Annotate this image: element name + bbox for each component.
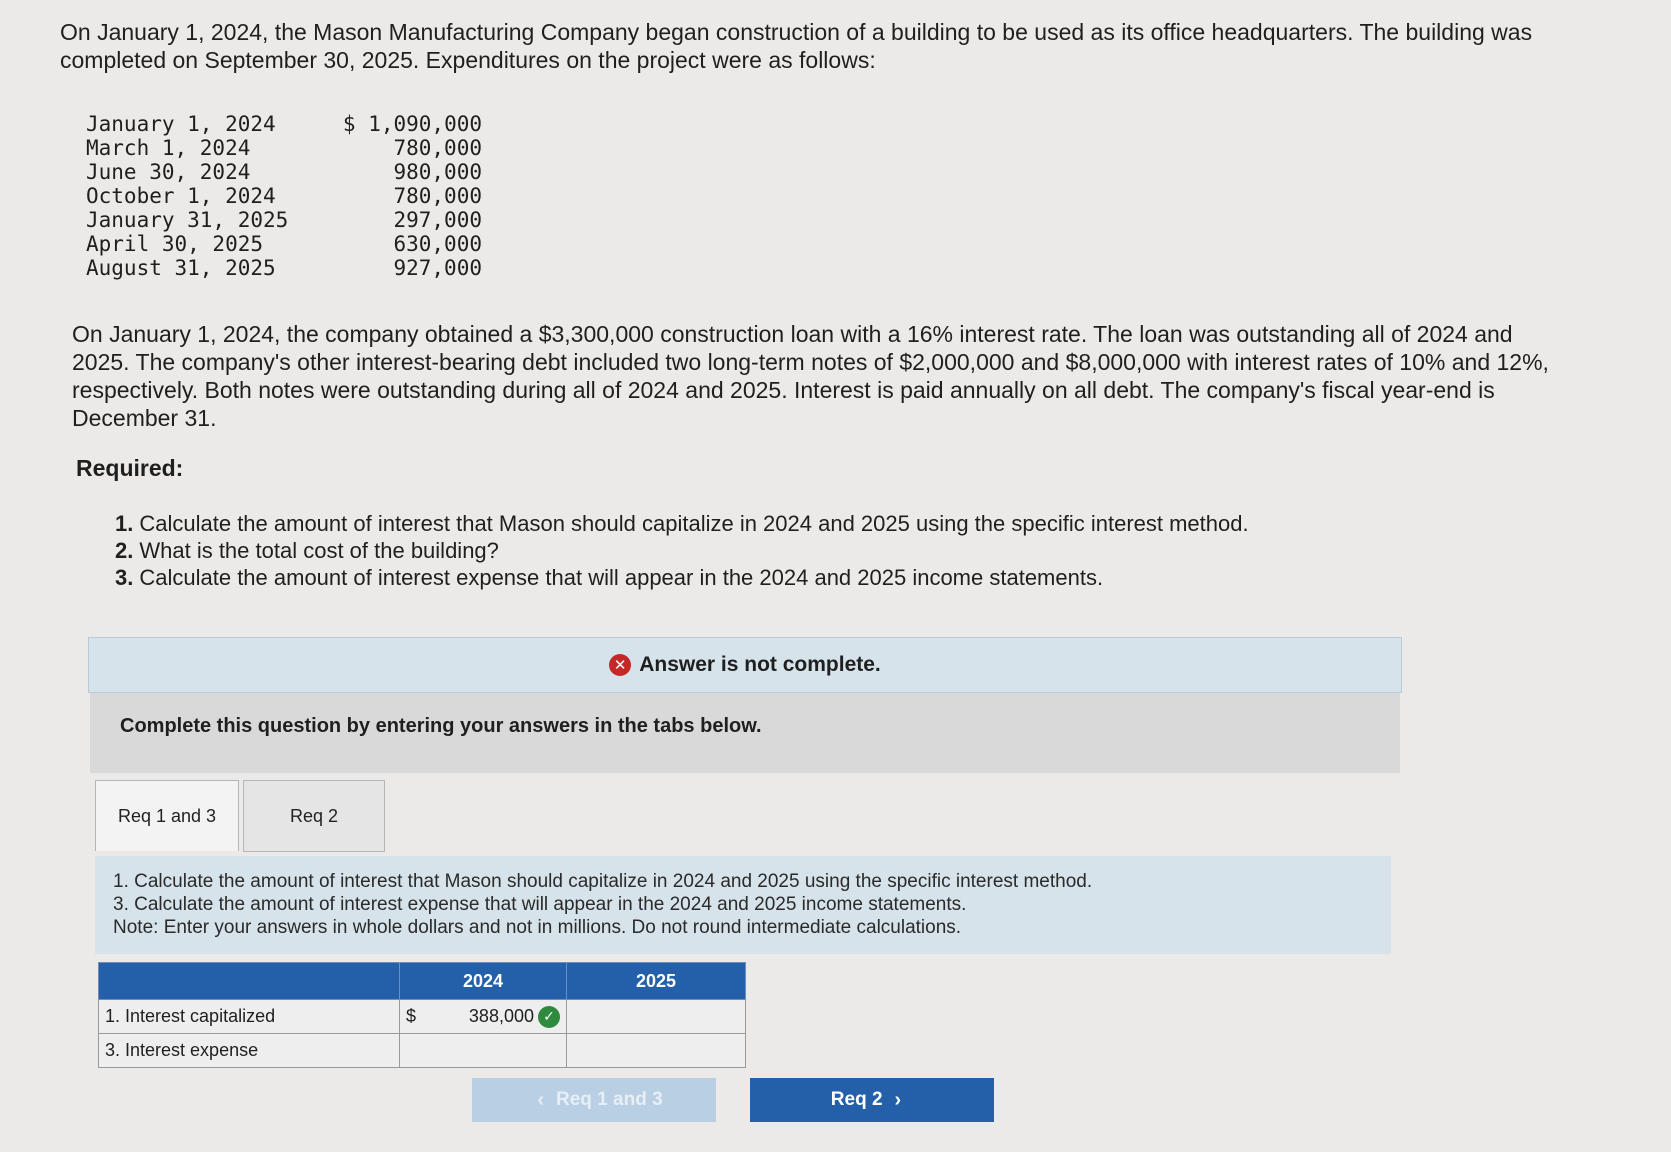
expenditure-row [86,136,482,160]
chevron-right-icon: › [894,1088,902,1111]
check-circle-icon: ✓ [538,1006,560,1028]
interest-capitalized-2024-input[interactable] [400,1000,567,1034]
row-label-interest-capitalized: 1. Interest capitalized [99,1000,400,1034]
expenditure-date: June 30, 2024 [86,160,251,184]
required-item-text: Calculate the amount of interest that Mason should capitalize in 2024 and 2025 using the specific interest method. [139,511,1249,536]
required-item [115,510,1249,537]
tab-req-2[interactable]: Req 2 [243,780,385,852]
required-item-number: 1. [115,511,134,536]
next-tab-button[interactable] [750,1078,994,1122]
instruction-box [90,693,1400,773]
required-list [115,510,1249,591]
interest-expense-2024-input[interactable] [400,1034,567,1068]
tab-bar [95,780,385,852]
expenditure-amount: 980,000 [393,160,482,184]
problem-intro: On January 1, 2024, the Mason Manufacturing Company began construction of a building to be used as its office headquarters. The building was completed on September 30, 2025. Expenditures on the project were as follows: [60,19,1533,73]
requirement-panel [95,856,1391,954]
tab-req-1-and-3[interactable]: Req 1 and 3 [95,780,239,851]
table-header-blank [99,963,400,1000]
expenditure-row [86,112,482,136]
expenditure-row [86,160,482,184]
currency-symbol: $ [406,1006,417,1026]
row-label-interest-expense: 3. Interest expense [99,1034,400,1068]
x-circle-icon: ✕ [609,654,631,676]
answer-table [98,962,746,1068]
expenditure-amount: 927,000 [393,256,482,280]
prev-tab-label: Req 1 and 3 [556,1089,663,1110]
expenditure-row [86,184,482,208]
table-row [99,1000,746,1034]
interest-capitalized-2024-value: 388,000 [468,1006,534,1026]
prev-tab-button[interactable] [472,1078,716,1122]
required-heading: Required: [76,455,184,481]
required-item-number: 2. [115,538,134,563]
requirement-note: Note: Enter your answers in whole dollars and not in millions. Do not round intermediate calculations. [113,917,962,938]
expenditure-amount: 780,000 [393,184,482,208]
required-item [115,537,1249,564]
expenditure-date: January 31, 2025 [86,208,289,232]
required-item-number: 3. [115,565,134,590]
instruction-text: Complete this question by entering your answers in the tabs below. [120,715,762,737]
expenditure-date: March 1, 2024 [86,136,251,160]
expenditure-date: January 1, 2024 [86,112,276,136]
interest-capitalized-2025-input[interactable] [567,1000,746,1034]
table-header-row [99,963,746,1000]
expenditure-amount: $ 1,090,000 [342,112,482,136]
loan-description: On January 1, 2024, the company obtained a $3,300,000 construction loan with a 16% interest rate. The loan was outstanding all of 2024 and 2025. The company's other interest-bearing debt included two long-term notes of $2,000,000 and $8,000,000 with interest rates of 10% and 12%, respectively. Both notes were outstanding during all of 2024 and 2025. Interest is paid annually on all debt. The company's fiscal year-end is December 31. [72,321,1549,431]
table-row [99,1034,746,1068]
expenditure-amount: 297,000 [393,208,482,232]
expenditure-row [86,256,482,280]
expenditure-date: August 31, 2025 [86,256,276,280]
interest-expense-2025-input[interactable] [567,1034,746,1068]
answer-status-text: Answer is not complete. [639,653,881,676]
required-item-text: What is the total cost of the building? [139,538,499,563]
expenditure-date: October 1, 2024 [86,184,276,208]
table-header-2024: 2024 [400,963,567,1000]
answer-status-banner [88,637,1402,693]
expenditure-list [86,112,482,280]
requirement-line-3: 3. Calculate the amount of interest expense that will appear in the 2024 and 2025 income statements. [113,894,967,915]
expenditure-row [86,208,482,232]
next-tab-label: Req 2 [830,1089,883,1110]
chevron-left-icon: ‹ [537,1088,544,1111]
cell-content [406,1006,560,1028]
expenditure-amount: 630,000 [393,232,482,256]
table-header-2025: 2025 [567,963,746,1000]
required-item [115,564,1249,591]
requirement-line-1: 1. Calculate the amount of interest that Mason should capitalize in 2024 and 2025 using the specific interest method. [113,871,1093,892]
expenditure-amount: 780,000 [393,136,482,160]
expenditure-date: April 30, 2025 [86,232,264,256]
expenditure-row [86,232,482,256]
required-item-text: Calculate the amount of interest expense that will appear in the 2024 and 2025 income statements. [139,565,1104,590]
cell-value-wrap [469,1006,560,1028]
